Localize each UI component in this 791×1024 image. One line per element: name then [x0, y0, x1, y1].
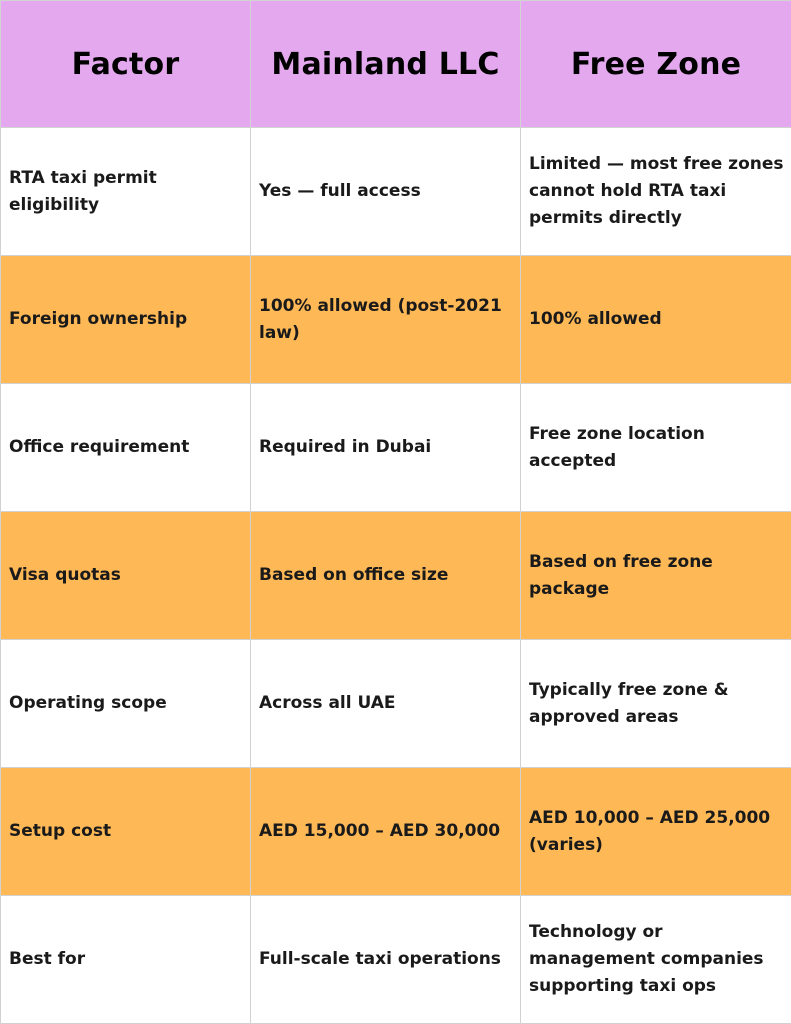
factor-cell: RTA taxi permit eligibility: [1, 128, 251, 256]
table-body: [1, 128, 791, 1024]
factor-cell: Foreign ownership: [1, 256, 251, 384]
header-factor: Factor: [1, 1, 251, 128]
table-row: [1, 896, 791, 1024]
freezone-cell: Limited — most free zones cannot hold RTA taxi permits directly: [521, 128, 791, 256]
mainland-cell: Yes — full access: [251, 128, 521, 256]
header-free-zone: Free Zone: [521, 1, 791, 128]
factor-cell: Best for: [1, 896, 251, 1024]
table-row: [1, 256, 791, 384]
factor-cell: Operating scope: [1, 640, 251, 768]
table-row: [1, 128, 791, 256]
freezone-cell: Based on free zone package: [521, 512, 791, 640]
table-row: [1, 512, 791, 640]
mainland-cell: Full-scale taxi operations: [251, 896, 521, 1024]
factor-cell: Visa quotas: [1, 512, 251, 640]
factor-cell: Office requirement: [1, 384, 251, 512]
freezone-cell: Typically free zone & approved areas: [521, 640, 791, 768]
freezone-cell: AED 10,000 – AED 25,000 (varies): [521, 768, 791, 896]
freezone-cell: Free zone location accepted: [521, 384, 791, 512]
mainland-cell: Across all UAE: [251, 640, 521, 768]
header-mainland-llc: Mainland LLC: [251, 1, 521, 128]
mainland-cell: Required in Dubai: [251, 384, 521, 512]
freezone-cell: Technology or management companies supporting taxi ops: [521, 896, 791, 1024]
table-header: [1, 1, 791, 128]
mainland-cell: 100% allowed (post-2021 law): [251, 256, 521, 384]
mainland-cell: AED 15,000 – AED 30,000: [251, 768, 521, 896]
table-row: [1, 384, 791, 512]
mainland-cell: Based on office size: [251, 512, 521, 640]
table-row: [1, 768, 791, 896]
factor-cell: Setup cost: [1, 768, 251, 896]
header-row: [1, 1, 791, 128]
freezone-cell: 100% allowed: [521, 256, 791, 384]
table-row: [1, 640, 791, 768]
